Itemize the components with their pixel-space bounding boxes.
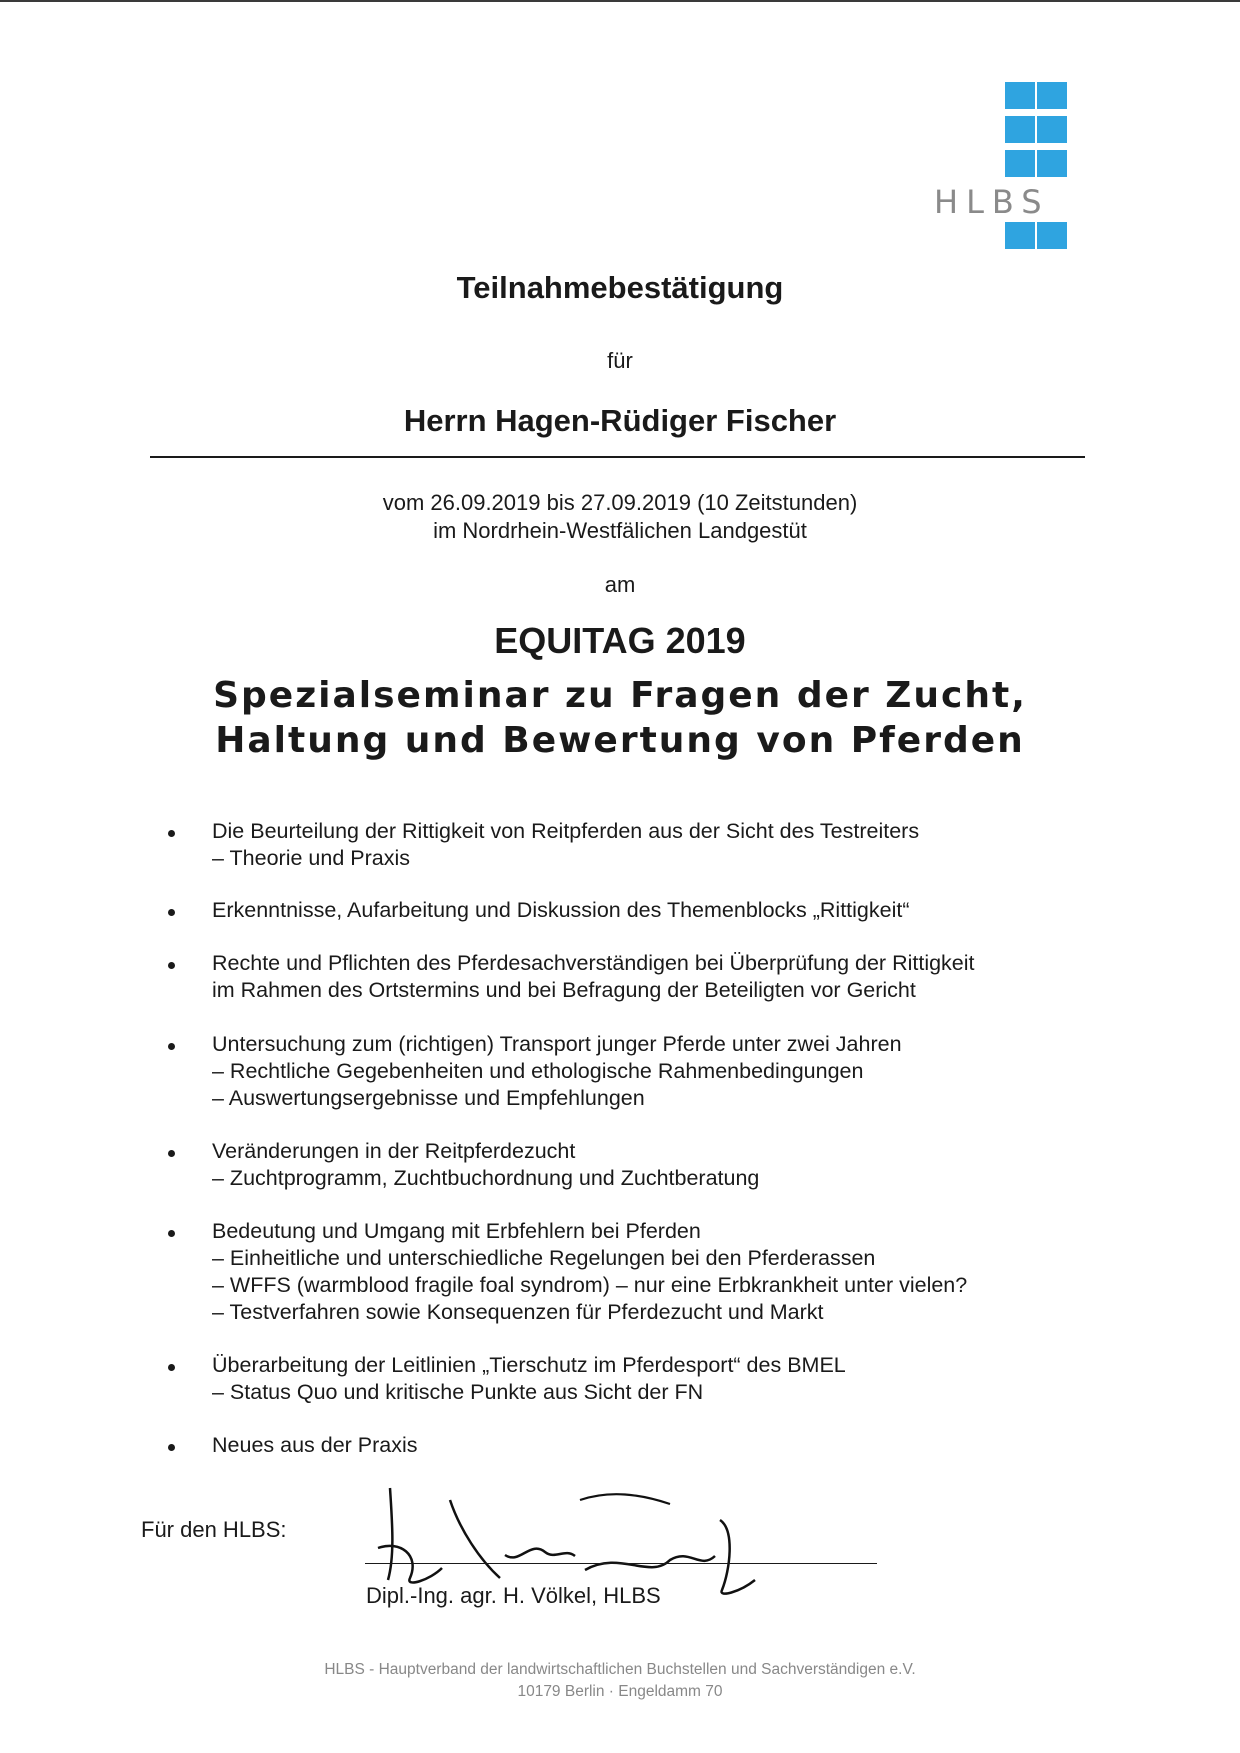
handwritten-signature	[370, 1460, 770, 1600]
list-item	[168, 950, 1068, 1004]
bullet-icon	[168, 962, 175, 969]
bullet-icon	[168, 1364, 175, 1371]
logo-text: HLBS	[934, 183, 1050, 221]
topic-line: – Theorie und Praxis	[212, 846, 410, 870]
topic-line: – WFFS (warmblood fragile foal syndrom) – nur eine Erbkrankheit unter vielen?	[212, 1273, 968, 1297]
for-label: für	[607, 348, 633, 373]
topic-line: Die Beurteilung der Rittigkeit von Reitpferden aus der Sicht des Testreiters	[212, 819, 920, 843]
topic-line: Neues aus der Praxis	[212, 1433, 418, 1457]
topic-line: – Testverfahren sowie Konsequenzen für Pferdezucht und Markt	[212, 1300, 824, 1324]
topic-line: Untersuchung zum (richtigen) Transport junger Pferde unter zwei Jahren	[212, 1032, 902, 1056]
event-subtitle-line-2: Haltung und Bewertung von Pferden	[215, 720, 1025, 761]
topic-line: – Zuchtprogramm, Zuchtbuchordnung und Zuchtberatung	[212, 1166, 760, 1190]
bullet-icon	[168, 909, 175, 916]
divider	[150, 456, 1085, 458]
topic-line: – Rechtliche Gegebenheiten und ethologische Rahmenbedingungen	[212, 1059, 864, 1083]
list-item	[168, 1218, 1068, 1326]
topic-line: – Auswertungsergebnisse und Empfehlungen	[212, 1086, 645, 1110]
event-subtitle-line-1: Spezialseminar zu Fragen der Zucht,	[213, 675, 1027, 716]
topic-list	[168, 818, 1068, 1459]
bullet-icon	[168, 1444, 175, 1451]
bullet-icon	[168, 1230, 175, 1237]
footer-organization: HLBS - Hauptverband der landwirtschaftlichen Buchstellen und Sachverständigen e.V.	[324, 1661, 916, 1678]
recipient-name: Herrn Hagen-Rüdiger Fischer	[403, 403, 837, 438]
am-label: am	[604, 572, 636, 597]
date-line: vom 26.09.2019 bis 27.09.2019 (10 Zeitstunden)	[382, 490, 858, 515]
topic-line: im Rahmen des Ortstermins und bei Befragung der Beteiligten vor Gericht	[212, 978, 916, 1002]
list-item	[168, 1352, 1068, 1406]
signature-line	[365, 1563, 877, 1564]
footer-address: 10179 Berlin · Engeldamm 70	[517, 1683, 723, 1700]
signature-label: Für den HLBS:	[141, 1517, 287, 1542]
list-item	[168, 1432, 1068, 1459]
signer-name: Dipl.-Ing. agr. H. Völkel, HLBS	[366, 1583, 661, 1608]
location-line: im Nordrhein-Westfälichen Landgestüt	[433, 518, 807, 543]
topic-line: – Status Quo und kritische Punkte aus Sicht der FN	[212, 1380, 704, 1404]
hlbs-logo	[930, 82, 1072, 252]
topic-line: Veränderungen in der Reitpferdezucht	[212, 1139, 576, 1163]
list-item	[168, 1031, 1068, 1112]
list-item	[168, 897, 1068, 924]
scan-edge-line	[0, 0, 1240, 2]
bullet-icon	[168, 1150, 175, 1157]
topic-line: Bedeutung und Umgang mit Erbfehlern bei Pferden	[212, 1219, 701, 1243]
list-item	[168, 1138, 1068, 1192]
list-item	[168, 818, 1068, 872]
bullet-icon	[168, 1043, 175, 1050]
topic-line: – Einheitliche und unterschiedliche Regelungen bei den Pferderassen	[212, 1246, 876, 1270]
topic-line: Rechte und Pflichten des Pferdesachverständigen bei Überprüfung der Rittigkeit	[212, 951, 975, 975]
bullet-icon	[168, 830, 175, 837]
document-title: Teilnahmebestätigung	[456, 270, 784, 305]
event-title: EQUITAG 2019	[494, 620, 746, 661]
topic-line: Erkenntnisse, Aufarbeitung und Diskussion des Themenblocks „Rittigkeit“	[212, 898, 910, 922]
topic-line: Überarbeitung der Leitlinien „Tierschutz im Pferdesport“ des BMEL	[212, 1353, 846, 1377]
